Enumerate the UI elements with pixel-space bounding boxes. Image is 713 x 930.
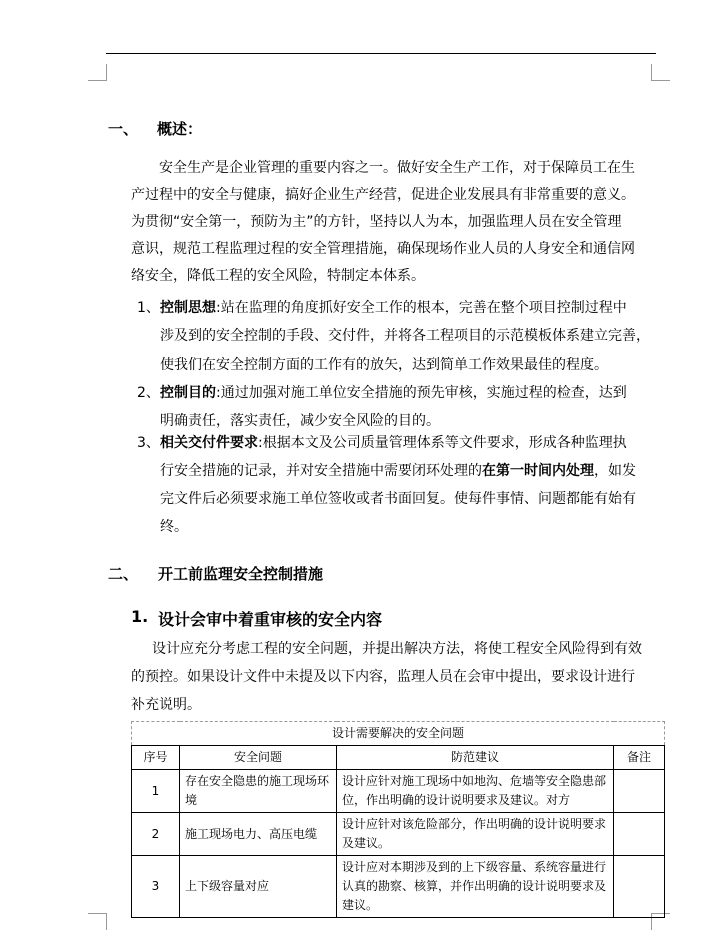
row-3-note <box>614 856 665 918</box>
row-1-advice: 设计应针对施工现场中如地沟、危墙等安全隐患部位，作出明确的设计说明要求及建议。对方 <box>337 770 614 813</box>
subsection-1-title: 设计会审中着重审核的安全内容 <box>158 610 383 629</box>
item-1-number: 1、 <box>137 300 160 316</box>
item-1-line-1: 控制思想:站在监理的角度抓好安全工作的根本，完善在整个项目控制过程中 <box>160 300 627 316</box>
row-3-no: 3 <box>132 856 180 918</box>
header-rule <box>106 53 656 54</box>
subsection-1-number: 1. <box>131 607 149 626</box>
row-2-issue: 施工现场电力、高压电缆 <box>180 813 337 856</box>
section-2-number: 二、 <box>108 565 139 583</box>
table-row <box>132 770 665 813</box>
subsection-1-line-3: 补充说明。 <box>131 697 201 713</box>
crop-mark-bottom-left <box>88 913 107 930</box>
table-row <box>132 856 665 918</box>
header-issue: 安全问题 <box>180 746 337 770</box>
row-3-advice: 设计应对本期涉及到的上下级容量、系统容量进行认真的勘察、核算，并作出明确的设计说明要求及建议。 <box>337 856 614 918</box>
intro-line-2: 产过程中的安全与健康，搞好企业生产经营，促进企业发展具有非常重要的意义。 <box>131 187 635 203</box>
safety-issues-table <box>131 721 665 918</box>
item-1-label: 控制思想 <box>160 300 216 316</box>
item-2-line-2: 明确责任，落实责任，减少安全风险的目的。 <box>160 413 440 429</box>
section-1-number: 一、 <box>108 120 139 138</box>
intro-line-5: 络安全，降低工程的安全风险，特制定本体系。 <box>131 268 425 284</box>
section-2-title: 开工前监理安全控制措施 <box>158 565 324 583</box>
subsection-1-line-1: 设计应充分考虑工程的安全问题，并提出解决方法，将使工程安全风险得到有效 <box>152 641 642 657</box>
item-2-line-1: 控制目的:通过加强对施工单位安全措施的预先审核，实施过程的检查，达到 <box>160 385 627 401</box>
table-caption: 设计需要解决的安全问题 <box>132 722 665 746</box>
table-header-row <box>132 746 665 770</box>
header-advice: 防范建议 <box>337 746 614 770</box>
item-3-number: 3、 <box>137 435 160 451</box>
item-2-number: 2、 <box>137 385 160 401</box>
intro-line-4: 意识，规范工程监理过程的安全管理措施，确保现场作业人员的人身安全和通信网 <box>131 241 635 257</box>
row-1-note <box>614 770 665 813</box>
item-2-label: 控制目的 <box>160 385 216 401</box>
header-note: 备注 <box>614 746 665 770</box>
item-1-line-3: 使我们在安全控制方面的工作有的放矢，达到简单工作效果最佳的程度。 <box>160 357 608 373</box>
crop-mark-top-left <box>88 64 107 81</box>
row-2-note <box>614 813 665 856</box>
intro-line-1: 安全生产是企业管理的重要内容之一。做好安全生产工作，对于保障员工在生 <box>159 160 635 176</box>
row-1-no: 1 <box>132 770 180 813</box>
crop-mark-top-right <box>651 64 670 81</box>
table-caption-row <box>132 722 665 746</box>
header-no: 序号 <box>132 746 180 770</box>
row-3-issue: 上下级容量对应 <box>180 856 337 918</box>
item-3-line-4: 终。 <box>160 519 188 535</box>
item-3-line-2: 行安全措施的记录，并对安全措施中需要闭环处理的在第一时间内处理，如发 <box>160 463 636 479</box>
table-row <box>132 813 665 856</box>
subsection-1-line-2: 的预控。如果设计文件中未提及以下内容，监理人员在会审中提出，要求设计进行 <box>131 669 635 685</box>
item-3-line-1: 相关交付件要求:根据本文及公司质量管理体系等文件要求，形成各种监理执 <box>160 435 627 451</box>
item-3-label: 相关交付件要求 <box>160 435 258 451</box>
row-2-no: 2 <box>132 813 180 856</box>
section-1-title: 概述： <box>157 120 203 138</box>
item-1-line-2: 涉及到的安全控制的手段、交付件，并将各工程项目的示范模板体系建立完善， <box>160 328 650 344</box>
intro-line-3: 为贯彻“安全第一，预防为主”的方针，坚持以人为本，加强监理人员在安全管理 <box>131 214 622 230</box>
row-2-advice: 设计应针对该危险部分，作出明确的设计说明要求及建议。 <box>337 813 614 856</box>
row-1-issue: 存在安全隐患的施工现场环境 <box>180 770 337 813</box>
item-3-line-3: 完文件后必须要求施工单位签收或者书面回复。使每件事情、问题都能有始有 <box>160 491 636 507</box>
